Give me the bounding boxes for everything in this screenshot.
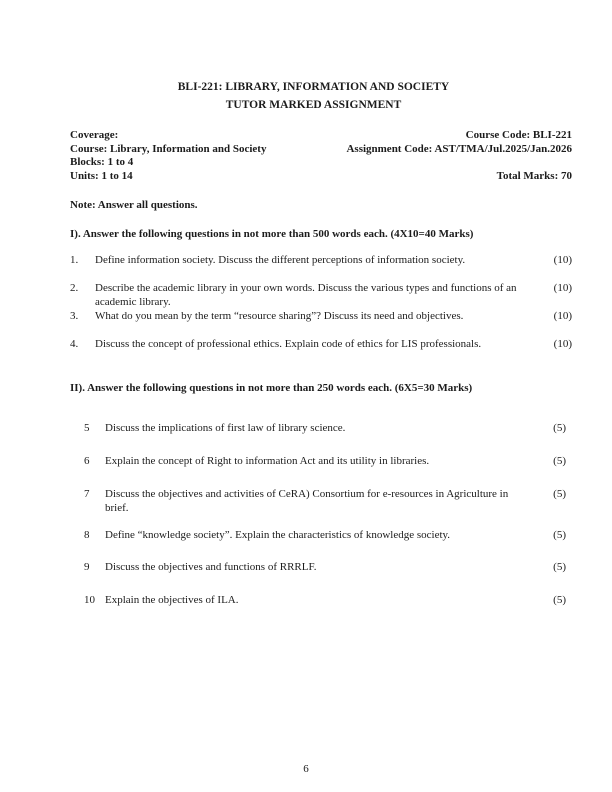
question-text: Define “knowledge society”. Explain the characteristics of knowledge society.: [105, 528, 451, 541]
question-text: Discuss the objectives and activities of CeRA) Consortium for e-resources in Agriculture in brief.: [105, 488, 509, 514]
course-code: Course Code: BLI-221: [465, 129, 572, 141]
page-number: 6: [303, 763, 309, 775]
question-text: Discuss the implications of first law of library science.: [105, 422, 346, 435]
question-marks: (5): [553, 488, 566, 501]
section-1-questions: [70, 254, 572, 352]
question-marks: (10): [553, 254, 572, 266]
question-row: [84, 529, 572, 543]
course-label: Course: Library, Information and Society: [70, 142, 267, 155]
meta-row-units: [70, 170, 572, 184]
question-number: 5: [84, 422, 90, 435]
question-marks: (10): [553, 338, 572, 351]
question-number: 6: [84, 455, 90, 468]
question-row: [84, 594, 572, 608]
question-row: [70, 282, 572, 310]
question-row: [70, 254, 572, 268]
question-number: 4.: [70, 338, 79, 351]
question-row: [84, 422, 572, 436]
question-text: What do you mean by the term “resource sharing”? Discuss its need and objectives.: [95, 310, 464, 323]
question-text: Define information society. Discuss the different perceptions of information society.: [95, 254, 466, 266]
section-1-heading: I). Answer the following questions in not more than 500 words each. (4X10=40 Marks): [70, 227, 474, 240]
question-marks: (5): [553, 455, 566, 468]
question-row: [70, 338, 572, 352]
question-number: 7: [84, 488, 90, 501]
assignment-code: Assignment Code: AST/TMA/Jul.2025/Jan.2026: [346, 142, 572, 155]
note-line: Note: Answer all questions.: [70, 199, 198, 211]
question-text: Discuss the concept of professional ethics. Explain code of ethics for LIS professionals.: [95, 338, 482, 351]
question-number: 3.: [70, 310, 79, 323]
document-title: BLI-221: LIBRARY, INFORMATION AND SOCIETY: [177, 81, 450, 93]
coverage-label: Coverage:: [70, 129, 119, 141]
question-marks: (10): [553, 310, 572, 323]
total-marks: Total Marks: 70: [496, 169, 572, 182]
question-marks: (5): [553, 561, 566, 574]
question-number: 10: [84, 594, 95, 607]
question-text: Discuss the objectives and functions of RRRLF.: [105, 561, 317, 574]
meta-row-course: [70, 143, 572, 157]
question-marks: (10): [553, 281, 572, 294]
question-number: 8: [84, 528, 90, 541]
question-text: Describe the academic library in your own words. Discuss the various types and functions of an academic library.: [95, 281, 517, 308]
question-text: Explain the objectives of ILA.: [105, 594, 239, 607]
blocks-label: Blocks: 1 to 4: [70, 156, 134, 168]
section-2-heading: II). Answer the following questions in not more than 250 words each. (6X5=30 Marks): [70, 381, 473, 394]
question-row: [70, 310, 572, 324]
units-label: Units: 1 to 14: [70, 169, 133, 182]
document-subtitle: TUTOR MARKED ASSIGNMENT: [225, 99, 402, 111]
question-text: Explain the concept of Right to information Act and its utility in libraries.: [105, 455, 430, 468]
section-2-questions: [70, 422, 572, 608]
question-number: 2.: [70, 281, 79, 294]
question-number: 1.: [70, 254, 79, 266]
question-row: [84, 455, 572, 469]
question-row: [84, 561, 572, 575]
meta-row-blocks: [70, 156, 572, 170]
question-row: [84, 488, 572, 516]
question-marks: (5): [553, 594, 566, 607]
header-meta: [70, 129, 572, 183]
meta-row-coverage: [70, 129, 572, 143]
question-marks: (5): [553, 422, 566, 435]
question-number: 9: [84, 561, 90, 574]
question-marks: (5): [553, 528, 566, 541]
